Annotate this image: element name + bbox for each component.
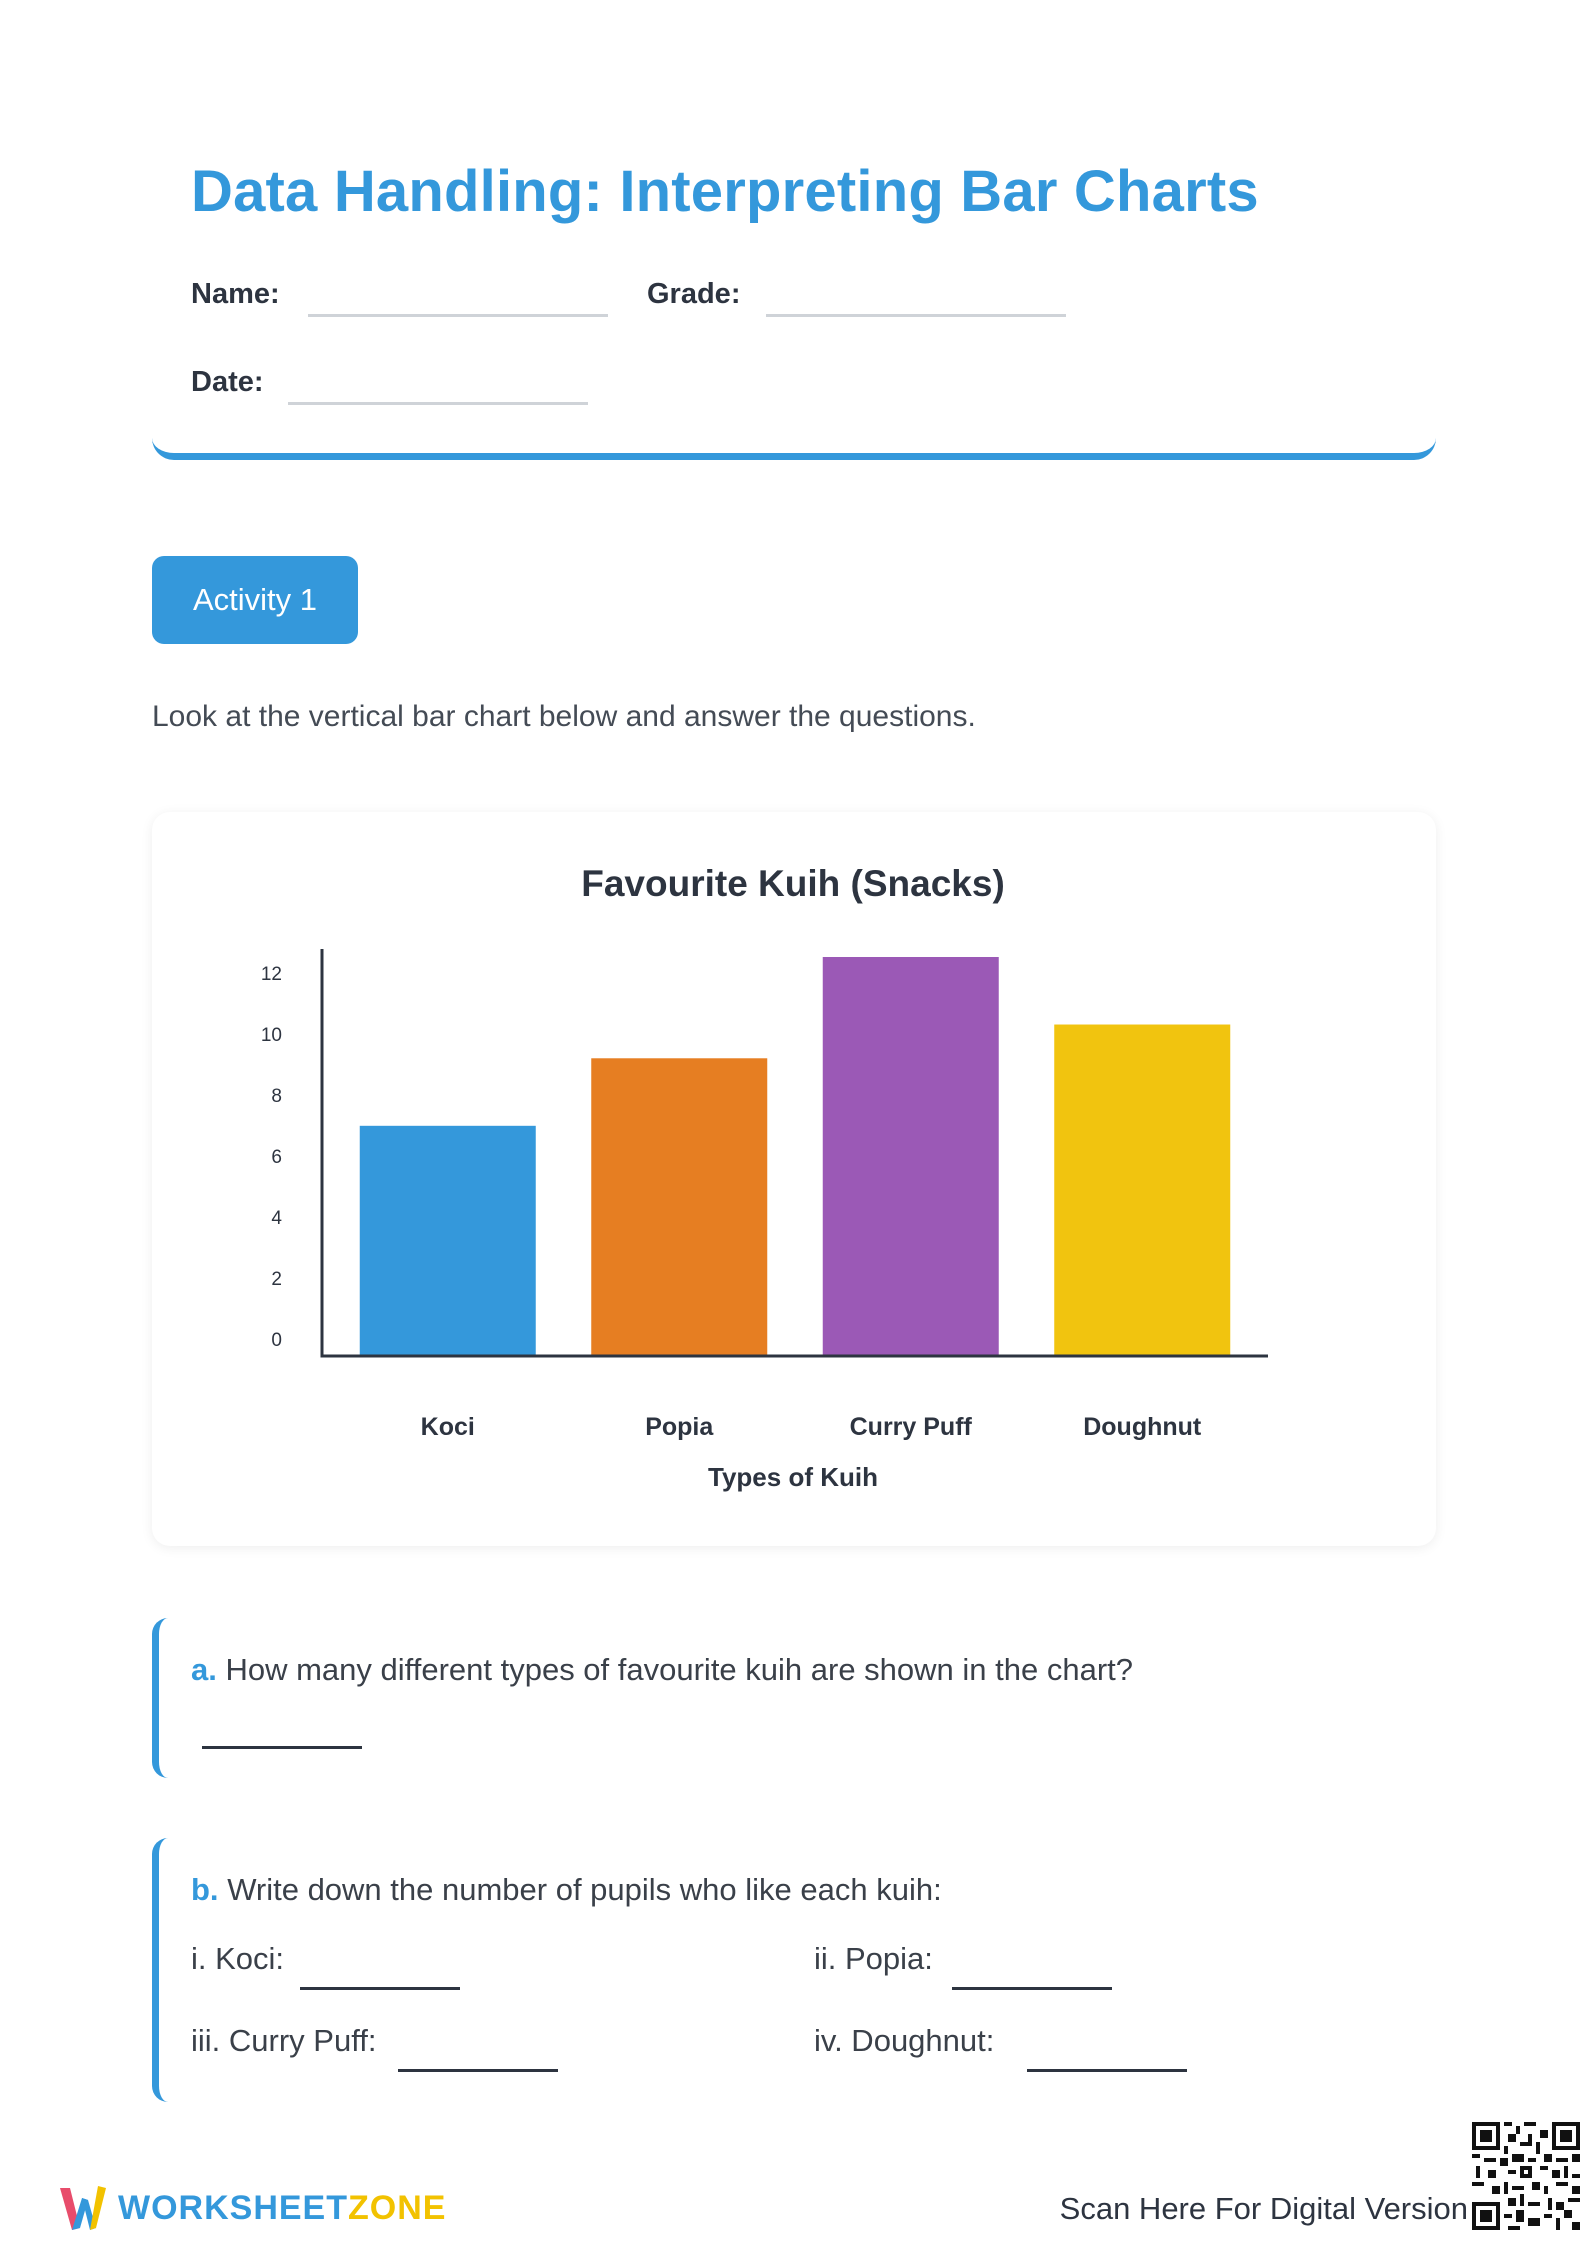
scan-caption: Scan Here For Digital Version xyxy=(1059,2191,1468,2226)
question-a-letter: a. xyxy=(191,1652,217,1687)
instruction-text: Look at the vertical bar chart below and answer the questions. xyxy=(152,700,976,733)
activity-badge: Activity 1 xyxy=(152,556,358,644)
bar-chart xyxy=(152,812,1436,1546)
question-b-letter: b. xyxy=(191,1872,219,1907)
y-tick-label: 4 xyxy=(271,1208,282,1229)
brand-logo xyxy=(58,2180,446,2236)
header-divider xyxy=(152,430,1436,460)
bar-koci xyxy=(360,1126,536,1356)
page-title: Data Handling: Interpreting Bar Charts xyxy=(191,159,1259,224)
grade-field[interactable] xyxy=(766,314,1066,317)
brand-logo-icon xyxy=(58,2180,108,2236)
y-tick-label: 2 xyxy=(271,1269,282,1290)
name-label: Name: xyxy=(191,278,280,310)
x-tick-label: Koci xyxy=(420,1413,475,1441)
answer-koci-label: i. Koci: xyxy=(191,1941,285,1976)
answer-doughnut-label: iv. Doughnut: xyxy=(814,2023,995,2058)
answer-doughnut-field[interactable] xyxy=(1027,2069,1187,2072)
question-b-prompt: Write down the number of pupils who like each kuih: xyxy=(227,1872,942,1907)
answer-curry-puff-field[interactable] xyxy=(398,2069,558,2072)
question-b-text xyxy=(191,1872,942,1908)
x-tick-label: Doughnut xyxy=(1083,1413,1202,1441)
x-axis-title: Types of Kuih xyxy=(708,1462,878,1492)
y-tick-label: 6 xyxy=(271,1147,282,1168)
grade-label: Grade: xyxy=(647,278,741,310)
answer-popia-label: ii. Popia: xyxy=(814,1941,933,1976)
y-tick-label: 8 xyxy=(271,1086,282,1107)
y-tick-label: 10 xyxy=(260,1025,282,1046)
question-a-prompt: How many different types of favourite kuih are shown in the chart? xyxy=(225,1652,1134,1687)
question-a-text xyxy=(191,1652,1133,1688)
brand-name-part2: ZONE xyxy=(348,2188,447,2227)
date-label: Date: xyxy=(191,366,264,398)
y-tick-label: 12 xyxy=(260,964,282,985)
x-tick-label: Curry Puff xyxy=(849,1413,972,1441)
bar-curry-puff xyxy=(823,957,999,1356)
date-field[interactable] xyxy=(288,402,588,405)
question-a-card xyxy=(152,1618,1436,1778)
brand-name-part1: WORKSHEET xyxy=(118,2188,348,2227)
answer-a-field[interactable] xyxy=(202,1746,362,1749)
bar-popia xyxy=(591,1058,767,1356)
qr-code-icon[interactable] xyxy=(1472,2122,1580,2230)
answer-curry-puff-label: iii. Curry Puff: xyxy=(191,2023,377,2058)
y-tick-label: 0 xyxy=(271,1330,282,1351)
answer-popia-field[interactable] xyxy=(952,1987,1112,1990)
name-field[interactable] xyxy=(308,314,608,317)
bar-doughnut xyxy=(1054,1025,1230,1356)
answer-koci-field[interactable] xyxy=(300,1987,460,1990)
x-tick-label: Popia xyxy=(645,1413,714,1441)
chart-title: Favourite Kuih (Snacks) xyxy=(581,863,1005,904)
